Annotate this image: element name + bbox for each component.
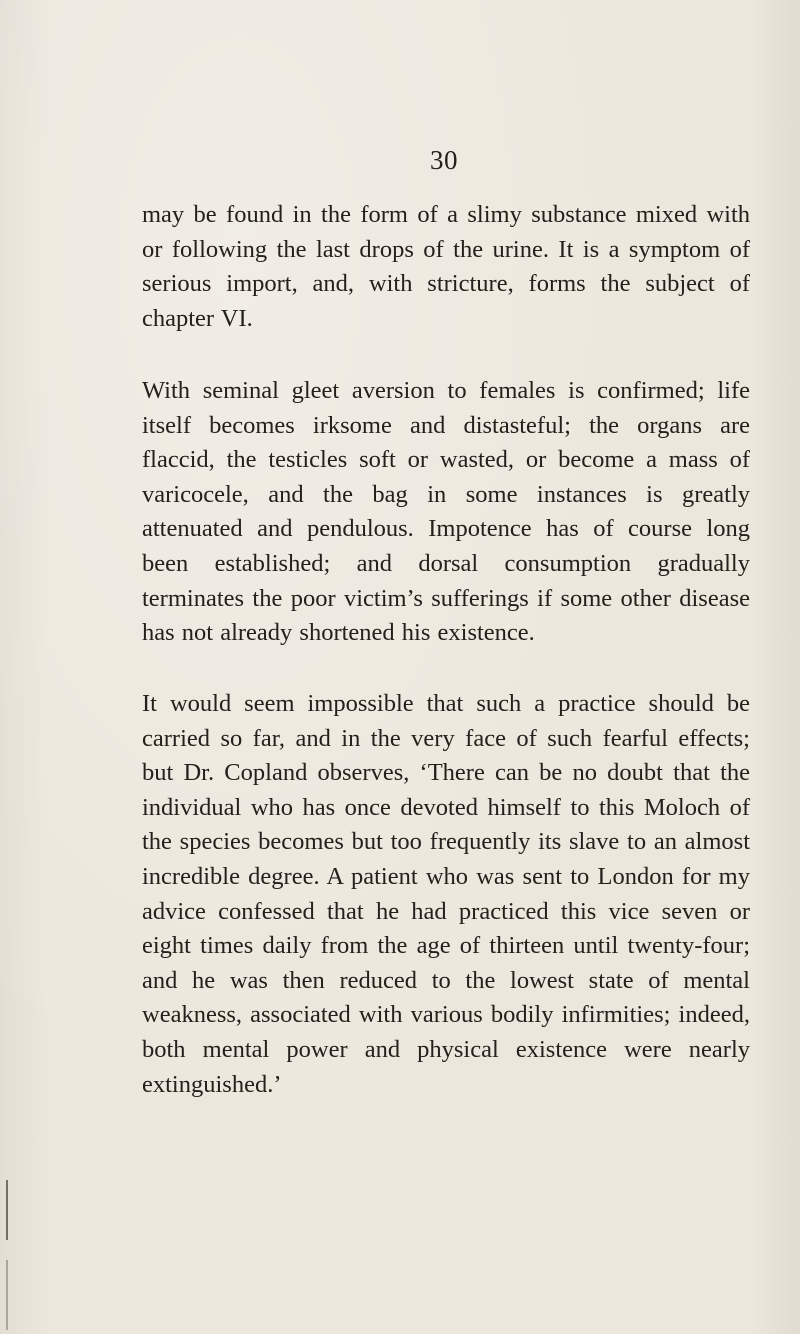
binding-edge-mark	[6, 1180, 8, 1240]
paragraph-3: It would seem impossible that such a practice should be carried so far, and in the very face of such fearful effects; but Dr. Copland observes, ‘There can be no doubt that the individual who has once devoted himself to this Moloch of the species becomes but too frequently its slave to an almost incredible degree. A patient who was sent to London for my advice confessed that he had practiced this vice seven or eight times daily from the age of thirteen until twenty-four; and he was then reduced to the lowest state of mental weakness, associated with various bodily infirmities; indeed, both mental power and physical existence were nearly extinguished.’	[142, 690, 750, 1098]
binding-edge-mark-2	[6, 1260, 8, 1330]
page-number: 30	[430, 145, 458, 175]
paragraph-2: With seminal gleet aversion to females is confirmed; life itself becomes irksome and distasteful; the organs are flaccid, the testicles soft or wasted, or become a mass of varicocele, and the bag in some instances is greatly attenuated and pendulous. Impotence has of course long been established; and dorsal consumption gradually terminates the poor victim’s sufferings if some other disease has not already shortened his existence.	[142, 377, 750, 647]
paragraph-1: may be found in the form of a slimy substance mixed with or following the last drops of the urine. It is a symptom of serious import, and, with stricture, forms the subject of chapter VI.	[142, 201, 750, 332]
